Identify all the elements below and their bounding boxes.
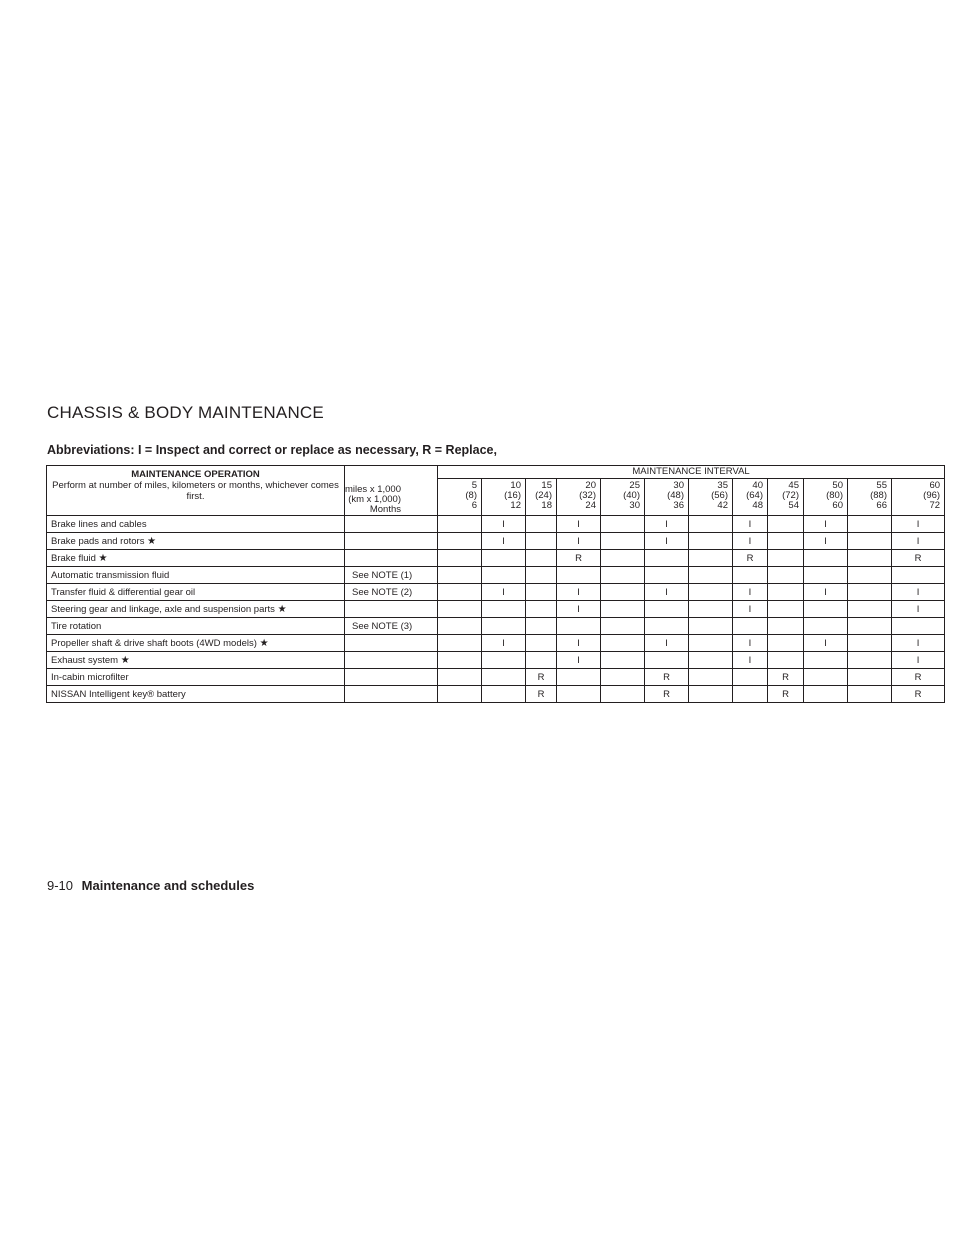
interval-mark	[438, 686, 482, 703]
interval-mark	[601, 669, 645, 686]
interval-months: 42	[717, 500, 728, 511]
interval-mark	[438, 567, 482, 584]
interval-miles: 35	[717, 480, 728, 491]
interval-km: (40)	[623, 490, 640, 501]
star-icon: ★	[259, 637, 269, 649]
interval-mark	[804, 550, 848, 567]
operation-header	[47, 466, 345, 516]
interval-km: (96)	[923, 490, 941, 501]
interval-mark	[768, 550, 804, 567]
note-cell	[345, 601, 438, 618]
interval-mark	[557, 618, 601, 635]
interval-mark	[526, 584, 557, 601]
interval-mark: I	[733, 635, 768, 652]
interval-months: 72	[929, 500, 941, 511]
note-cell: See NOTE (1)	[345, 567, 438, 584]
table-row	[47, 584, 945, 601]
interval-mark	[438, 618, 482, 635]
operation-label: NISSAN Intelligent key® battery	[51, 688, 186, 700]
interval-miles: 5	[471, 480, 477, 491]
interval-mark	[601, 652, 645, 669]
interval-header: MAINTENANCE INTERVAL	[438, 466, 945, 479]
interval-months: 18	[541, 500, 552, 511]
interval-mark	[689, 567, 733, 584]
interval-mark	[601, 550, 645, 567]
interval-mark	[768, 516, 804, 533]
interval-mark	[848, 550, 892, 567]
interval-mark	[804, 652, 848, 669]
interval-mark: I	[733, 516, 768, 533]
interval-mark	[733, 567, 768, 584]
interval-mark	[438, 550, 482, 567]
interval-mark	[526, 567, 557, 584]
interval-mark: R	[526, 686, 557, 703]
interval-mark	[526, 516, 557, 533]
interval-miles: 40	[752, 480, 763, 491]
interval-mark: R	[892, 550, 945, 567]
interval-km: (80)	[826, 490, 843, 501]
interval-months: 48	[752, 500, 763, 511]
interval-mark: I	[557, 635, 601, 652]
note-cell	[345, 550, 438, 567]
interval-mark: I	[804, 635, 848, 652]
operation-cell	[47, 584, 345, 601]
interval-col	[645, 479, 689, 516]
interval-mark	[438, 669, 482, 686]
interval-km: (56)	[711, 490, 728, 501]
interval-mark: I	[733, 584, 768, 601]
operation-cell	[47, 652, 345, 669]
interval-mark	[804, 601, 848, 618]
interval-mark	[482, 686, 526, 703]
interval-mark: I	[557, 584, 601, 601]
interval-mark	[848, 635, 892, 652]
interval-mark	[804, 618, 848, 635]
interval-mark: I	[892, 635, 945, 652]
interval-mark: R	[892, 669, 945, 686]
interval-mark: I	[892, 601, 945, 618]
star-icon: ★	[277, 603, 287, 615]
interval-mark: I	[557, 601, 601, 618]
interval-mark: R	[768, 669, 804, 686]
interval-mark	[848, 686, 892, 703]
operation-label: Brake lines and cables	[51, 518, 147, 530]
interval-mark	[689, 601, 733, 618]
interval-km: (16)	[504, 490, 521, 501]
interval-km: (24)	[535, 490, 552, 501]
interval-mark	[689, 652, 733, 669]
note-cell	[345, 686, 438, 703]
interval-mark	[438, 516, 482, 533]
interval-mark	[848, 652, 892, 669]
interval-mark	[804, 669, 848, 686]
star-icon: ★	[120, 654, 130, 666]
note-cell	[345, 516, 438, 533]
page-number: 9-10	[47, 878, 74, 893]
note-cell	[345, 533, 438, 550]
interval-mark	[892, 567, 945, 584]
interval-mark	[848, 601, 892, 618]
operation-header-desc: Perform at number of miles, kilometers or months, whichever comes first.	[52, 480, 339, 502]
table-row	[47, 635, 945, 652]
operation-cell	[47, 618, 345, 635]
interval-mark: R	[526, 669, 557, 686]
operation-label: In-cabin microfilter	[51, 671, 129, 683]
operation-cell	[47, 686, 345, 703]
interval-mark	[526, 601, 557, 618]
interval-col	[768, 479, 804, 516]
interval-mark	[438, 635, 482, 652]
interval-months: 30	[629, 500, 640, 511]
interval-mark	[848, 669, 892, 686]
units-header	[345, 466, 438, 516]
interval-mark: I	[892, 584, 945, 601]
interval-mark	[733, 686, 768, 703]
note-cell: See NOTE (2)	[345, 584, 438, 601]
interval-mark: R	[768, 686, 804, 703]
interval-mark: I	[804, 533, 848, 550]
interval-mark: R	[557, 550, 601, 567]
interval-mark	[645, 550, 689, 567]
interval-mark	[733, 669, 768, 686]
interval-mark: I	[733, 652, 768, 669]
interval-mark	[438, 533, 482, 550]
table-row	[47, 567, 945, 584]
operation-cell	[47, 550, 345, 567]
note-cell: See NOTE (3)	[345, 618, 438, 635]
interval-col	[482, 479, 526, 516]
units-km: (km x 1,000)	[348, 494, 401, 505]
table-row	[47, 686, 945, 703]
interval-mark	[438, 584, 482, 601]
interval-mark: I	[482, 584, 526, 601]
star-icon: ★	[98, 552, 108, 564]
operation-label: Propeller shaft & drive shaft boots (4WD models)	[51, 637, 257, 649]
interval-mark	[482, 652, 526, 669]
operation-cell	[47, 516, 345, 533]
page-title: CHASSIS & BODY MAINTENANCE	[47, 403, 324, 422]
operation-label: Automatic transmission fluid	[51, 569, 170, 581]
interval-km: (72)	[782, 490, 799, 501]
interval-miles: 30	[673, 480, 684, 491]
interval-mark: I	[804, 584, 848, 601]
maintenance-schedule-table	[46, 465, 945, 703]
interval-mark: I	[645, 516, 689, 533]
interval-months: 12	[510, 500, 521, 511]
schedule-body	[47, 516, 945, 703]
interval-col	[438, 479, 482, 516]
interval-mark	[804, 567, 848, 584]
interval-mark	[848, 516, 892, 533]
table-row	[47, 516, 945, 533]
interval-col	[601, 479, 645, 516]
operation-label: Exhaust system	[51, 654, 119, 666]
interval-mark	[848, 533, 892, 550]
interval-months: 36	[673, 500, 684, 511]
interval-mark	[526, 652, 557, 669]
interval-mark: I	[645, 635, 689, 652]
interval-mark	[601, 618, 645, 635]
star-icon: ★	[147, 535, 157, 547]
interval-mark	[526, 618, 557, 635]
interval-mark	[689, 516, 733, 533]
interval-col	[848, 479, 892, 516]
interval-col	[733, 479, 768, 516]
table-row	[47, 618, 945, 635]
interval-mark	[601, 601, 645, 618]
operation-cell	[47, 635, 345, 652]
interval-mark	[557, 686, 601, 703]
table-row	[47, 550, 945, 567]
interval-miles: 10	[510, 480, 521, 491]
interval-mark	[768, 635, 804, 652]
interval-mark	[601, 533, 645, 550]
interval-mark	[689, 686, 733, 703]
interval-mark	[645, 618, 689, 635]
interval-miles: 60	[929, 480, 941, 491]
interval-mark	[689, 550, 733, 567]
interval-mark	[645, 601, 689, 618]
interval-mark: I	[557, 516, 601, 533]
interval-col	[689, 479, 733, 516]
abbreviations-note: Abbreviations: I = Inspect and correct or replace as necessary, R = Replace,	[47, 443, 497, 457]
interval-mark: I	[557, 652, 601, 669]
interval-mark	[768, 652, 804, 669]
table-row	[47, 533, 945, 550]
page-footer	[47, 878, 254, 893]
interval-mark	[848, 618, 892, 635]
interval-mark	[557, 669, 601, 686]
interval-mark	[848, 567, 892, 584]
interval-mark: I	[482, 516, 526, 533]
interval-mark: I	[892, 516, 945, 533]
interval-mark	[482, 550, 526, 567]
interval-months: 54	[788, 500, 799, 511]
interval-mark	[689, 584, 733, 601]
table-row	[47, 669, 945, 686]
interval-mark	[438, 601, 482, 618]
interval-mark: I	[733, 601, 768, 618]
interval-mark	[848, 584, 892, 601]
units-months: Months	[369, 504, 401, 515]
interval-months: 6	[471, 500, 477, 511]
operation-label: Brake fluid	[51, 552, 96, 564]
interval-km: (64)	[746, 490, 763, 501]
note-cell	[345, 652, 438, 669]
operation-cell	[47, 601, 345, 618]
interval-col	[526, 479, 557, 516]
interval-mark: I	[804, 516, 848, 533]
interval-mark: I	[482, 533, 526, 550]
interval-mark	[601, 635, 645, 652]
interval-mark	[733, 618, 768, 635]
interval-mark	[526, 550, 557, 567]
interval-mark: I	[892, 533, 945, 550]
interval-mark	[601, 567, 645, 584]
interval-col	[892, 479, 945, 516]
interval-mark	[804, 686, 848, 703]
interval-mark	[526, 635, 557, 652]
interval-mark: I	[733, 533, 768, 550]
interval-mark: I	[892, 652, 945, 669]
interval-km: (88)	[870, 490, 887, 501]
interval-mark	[482, 618, 526, 635]
table-row	[47, 652, 945, 669]
interval-mark	[689, 533, 733, 550]
interval-mark	[482, 601, 526, 618]
operation-cell	[47, 669, 345, 686]
interval-miles: 20	[585, 480, 596, 491]
interval-miles: 15	[541, 480, 552, 491]
interval-mark: R	[645, 686, 689, 703]
section-name: Maintenance and schedules	[81, 878, 255, 893]
interval-months: 60	[832, 500, 843, 511]
interval-km: (8)	[465, 490, 477, 501]
interval-miles: 50	[832, 480, 843, 491]
interval-mark	[601, 584, 645, 601]
interval-mark: I	[645, 533, 689, 550]
interval-mark: I	[645, 584, 689, 601]
units-miles: miles x 1,000	[345, 484, 401, 495]
interval-mark	[768, 601, 804, 618]
interval-mark	[892, 618, 945, 635]
interval-mark	[768, 567, 804, 584]
note-cell	[345, 669, 438, 686]
operation-label: Tire rotation	[51, 620, 102, 632]
interval-mark	[482, 669, 526, 686]
interval-col	[557, 479, 601, 516]
interval-km: (48)	[667, 490, 684, 501]
note-cell	[345, 635, 438, 652]
interval-mark	[645, 567, 689, 584]
interval-mark: R	[892, 686, 945, 703]
interval-miles: 25	[629, 480, 640, 491]
operation-header-title: MAINTENANCE OPERATION	[131, 469, 260, 480]
interval-mark	[689, 635, 733, 652]
operation-cell	[47, 567, 345, 584]
interval-mark: I	[557, 533, 601, 550]
interval-mark	[689, 618, 733, 635]
interval-miles: 45	[788, 480, 799, 491]
interval-mark	[768, 584, 804, 601]
interval-months: 24	[585, 500, 596, 511]
interval-mark: R	[645, 669, 689, 686]
operation-label: Transfer fluid & differential gear oil	[51, 586, 196, 598]
operation-label: Brake pads and rotors	[51, 535, 145, 547]
interval-mark	[601, 686, 645, 703]
interval-col	[804, 479, 848, 516]
interval-mark	[526, 533, 557, 550]
interval-mark	[768, 533, 804, 550]
interval-mark	[601, 516, 645, 533]
interval-mark	[438, 652, 482, 669]
interval-km: (32)	[579, 490, 596, 501]
interval-mark	[689, 669, 733, 686]
interval-mark	[557, 567, 601, 584]
operation-cell	[47, 533, 345, 550]
operation-label: Steering gear and linkage, axle and suspension parts	[51, 603, 275, 615]
interval-mark	[768, 618, 804, 635]
interval-months: 66	[876, 500, 887, 511]
interval-mark: I	[482, 635, 526, 652]
interval-mark: R	[733, 550, 768, 567]
interval-mark	[645, 652, 689, 669]
table-row	[47, 601, 945, 618]
interval-miles: 55	[876, 480, 887, 491]
interval-mark	[482, 567, 526, 584]
